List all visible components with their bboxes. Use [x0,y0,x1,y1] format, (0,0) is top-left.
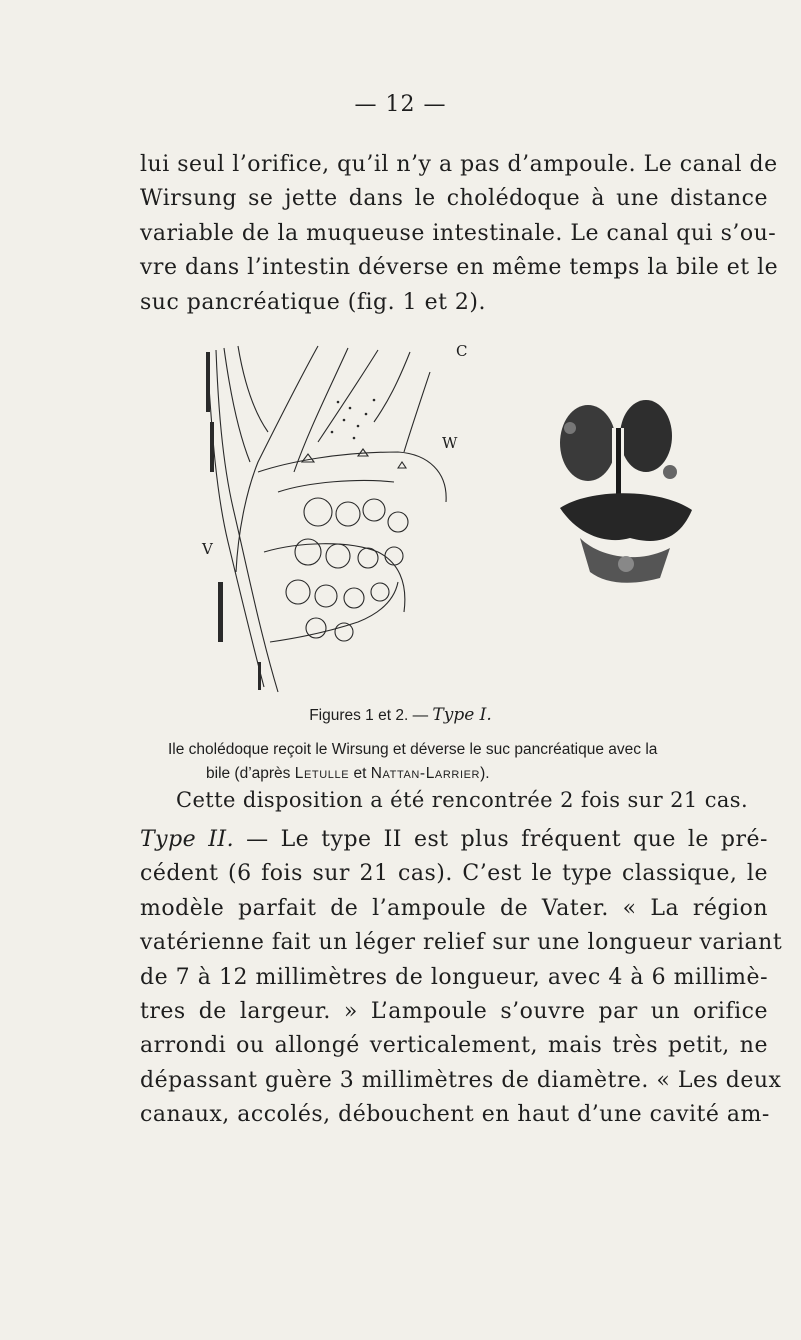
type-ii-label: Type II. [140,827,235,852]
figure-caption-body [168,738,768,786]
figure-label-v: V [202,540,213,558]
paragraph-line: de 7 à 12 millimètres de longueur, avec 4 à 6 millimè- [140,964,768,990]
paragraph-line: lui seul l’orifice, qu’il n’y a pas d’ampoule. Le canal de [140,152,778,177]
figure-label-w: W [442,434,458,452]
caption-author-2: Nattan-Larrier [370,765,481,782]
caption-conj: et [353,765,367,782]
figures-1-2 [198,342,718,702]
paragraph-line: cédent (6 fois sur 21 cas). C’est le type classique, le [140,861,768,887]
paragraph-line [140,823,768,857]
figure-label-c: C [456,342,468,360]
caption-line-2-prefix: bile (d’après [206,765,291,782]
figure-caption-title [0,705,801,725]
paragraph-2 [140,823,783,1133]
paragraph-line: suc pancréatique (fig. 1 et 2). [140,289,487,315]
paragraph-line: arrondi ou allongé verticalement, mais très petit, ne [140,1033,768,1059]
caption-author-1: Letulle [294,765,350,782]
paragraph-line: dépassant guère 3 millimètres de diamètre. « Les deux [140,1067,782,1093]
paragraph-line: modèle parfait de l’ampoule de Vater. « La région [140,895,768,921]
caption-title-prefix: Figures 1 et 2. — [309,707,429,724]
caption-line-2-suffix: ). [480,765,490,782]
paragraph-line: Wirsung se jette dans le cholédoque à une distance [140,186,768,212]
paragraph-1 [140,148,779,320]
caption-title-type: Type I. [432,705,492,725]
type-ii-rest: — Le type II est plus fréquent que le pré- [234,827,768,852]
paragraph-line: canaux, accolés, débouchent en haut d’une cavité am- [140,1102,770,1128]
statement-line: Cette disposition a été rencontrée 2 fois sur 21 cas. [176,788,749,812]
paragraph-line: vre dans l’intestin déverse en même temps la bile et le [140,255,779,281]
paragraph-line: variable de la muqueuse intestinale. Le canal qui s’ou- [140,220,777,246]
figure-1-histology-drawing [198,342,460,697]
page-number: — 12 — [354,92,447,117]
paragraph-line: vatérienne fait un léger relief sur une longueur variant [140,930,783,956]
caption-line-2 [168,762,768,786]
figure-2-dissection-image [550,388,700,588]
paragraph-line: tres de largeur. » L’ampoule s’ouvre par un orifice [140,999,768,1025]
caption-line-1: Ile cholédoque reçoit le Wirsung et déverse le suc pancréatique avec la [168,741,658,758]
